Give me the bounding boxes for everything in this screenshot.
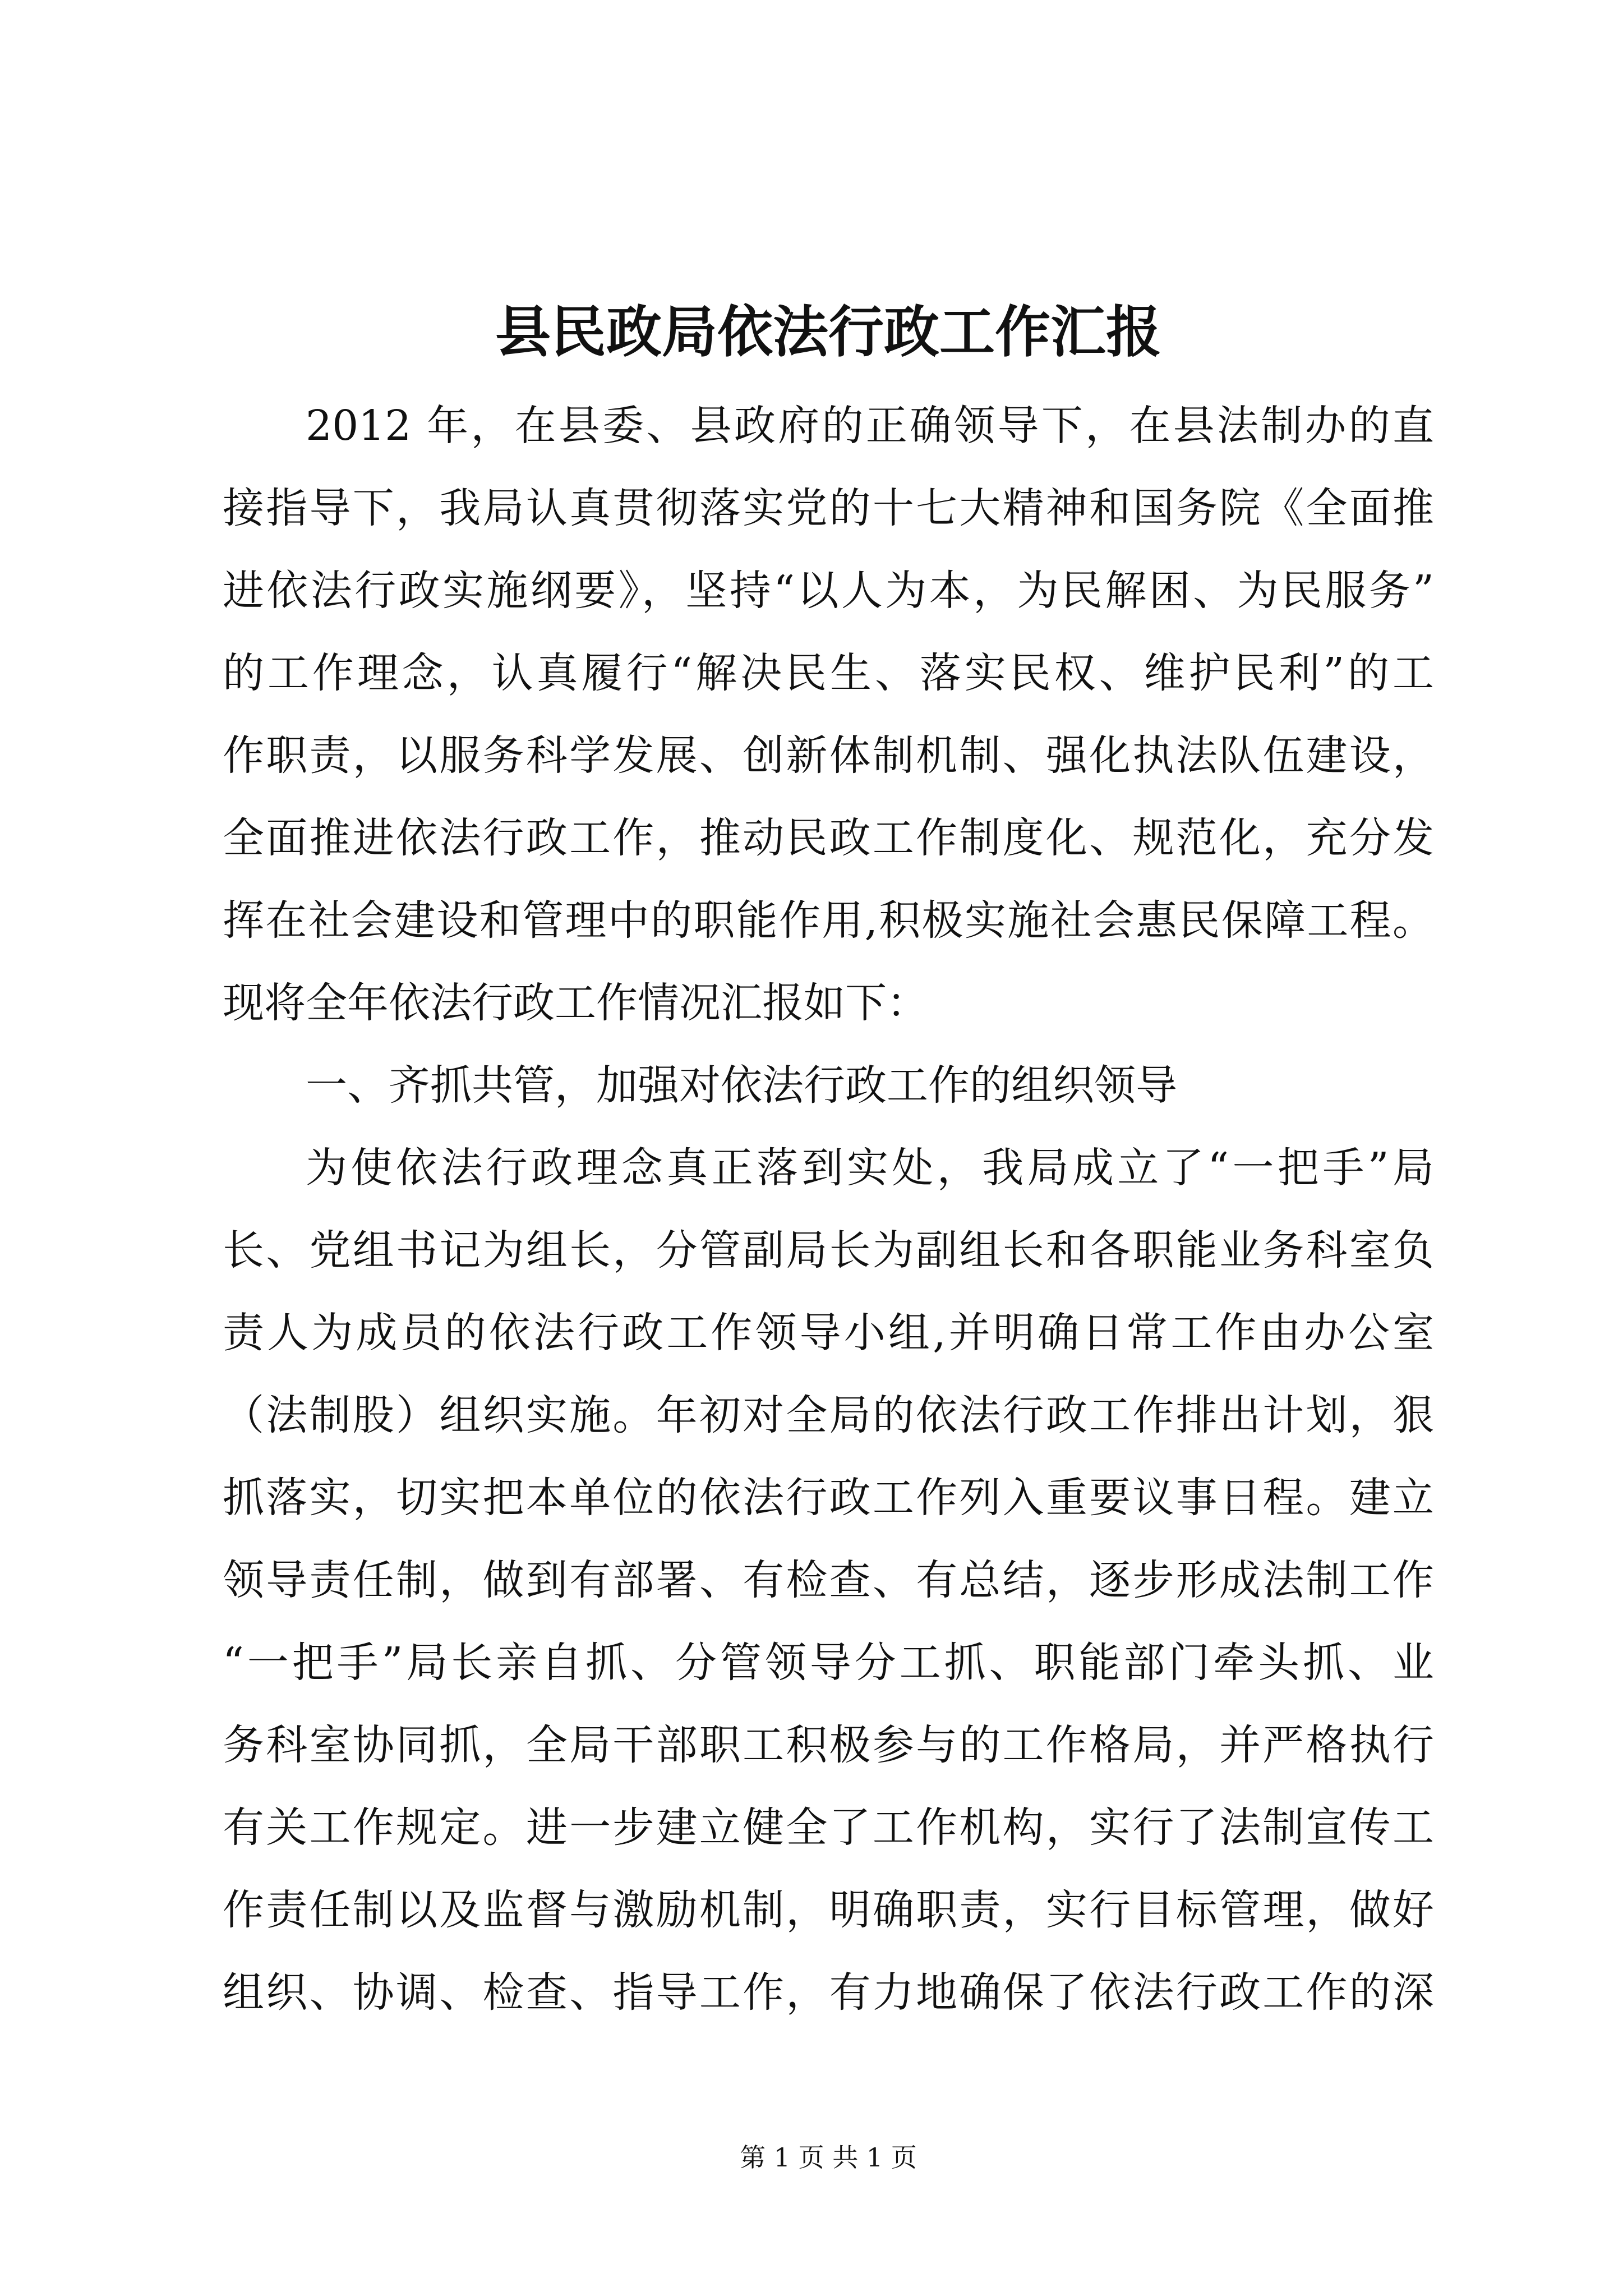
page-number-footer: 第 1 页 共 1 页 bbox=[740, 2142, 917, 2173]
section-1-paragraph-line: 长、党组书记为组长，分管副局长为副组长和各职能业务科室负 bbox=[223, 1226, 1434, 1274]
intro-paragraph-line: 现将全年依法行政工作情况汇报如下： bbox=[223, 979, 928, 1027]
intro-paragraph-line: 作职责，以服务科学发展、创新体制机制、强化执法队伍建设， bbox=[223, 731, 1434, 780]
section-1-paragraph-line: 务科室协同抓，全局干部职工积极参与的工作格局，并严格执行 bbox=[223, 1721, 1434, 1769]
intro-paragraph-line: 挥在社会建设和管理中的职能作用,积极实施社会惠民保障工程。 bbox=[223, 896, 1434, 945]
section-1-paragraph-line: 有关工作规定。进一步建立健全了工作机构，实行了法制宣传工 bbox=[223, 1803, 1434, 1852]
intro-paragraph-line: 进依法行政实施纲要》，坚持“以人为本，为民解困、为民服务” bbox=[223, 567, 1434, 615]
document-body bbox=[223, 385, 1434, 2034]
section-1-paragraph-line: “一把手”局长亲自抓、分管领导分工抓、职能部门牵头抓、业 bbox=[223, 1639, 1434, 1687]
section-1-paragraph-line: 抓落实，切实把本单位的依法行政工作列入重要议事日程。建立 bbox=[223, 1474, 1434, 1522]
section-1-paragraph-line: 领导责任制，做到有部署、有检查、有总结，逐步形成法制工作 bbox=[223, 1556, 1434, 1604]
section-1-paragraph-line: 责人为成员的依法行政工作领导小组,并明确日常工作由办公室 bbox=[223, 1309, 1434, 1357]
section-1-paragraph-line: 组织、协调、检查、指导工作，有力地确保了依法行政工作的深 bbox=[223, 1968, 1434, 2017]
intro-paragraph-line: 2012 年，在县委、县政府的正确领导下，在县法制办的直 bbox=[306, 402, 1434, 450]
intro-paragraph-line: 接指导下，我局认真贯彻落实党的十七大精神和国务院《全面推 bbox=[223, 484, 1434, 532]
intro-paragraph-line: 的工作理念，认真履行“解决民生、落实民权、维护民利”的工 bbox=[223, 649, 1434, 697]
intro-paragraph-line: 全面推进依法行政工作，推动民政工作制度化、规范化，充分发 bbox=[223, 814, 1434, 862]
section-1-paragraph-line: 为使依法行政理念真正落到实处，我局成立了“一把手”局 bbox=[306, 1144, 1434, 1192]
section-1-heading: 一、齐抓共管，加强对依法行政工作的组织领导 bbox=[306, 1061, 1177, 1110]
document-title: 县民政局依法行政工作汇报 bbox=[495, 300, 1161, 365]
section-1-paragraph-line: 作责任制以及监督与激励机制，明确职责，实行目标管理，做好 bbox=[223, 1886, 1434, 1934]
section-1-paragraph-line: （法制股）组织实施。年初对全局的依法行政工作排出计划，狠 bbox=[223, 1391, 1434, 1439]
